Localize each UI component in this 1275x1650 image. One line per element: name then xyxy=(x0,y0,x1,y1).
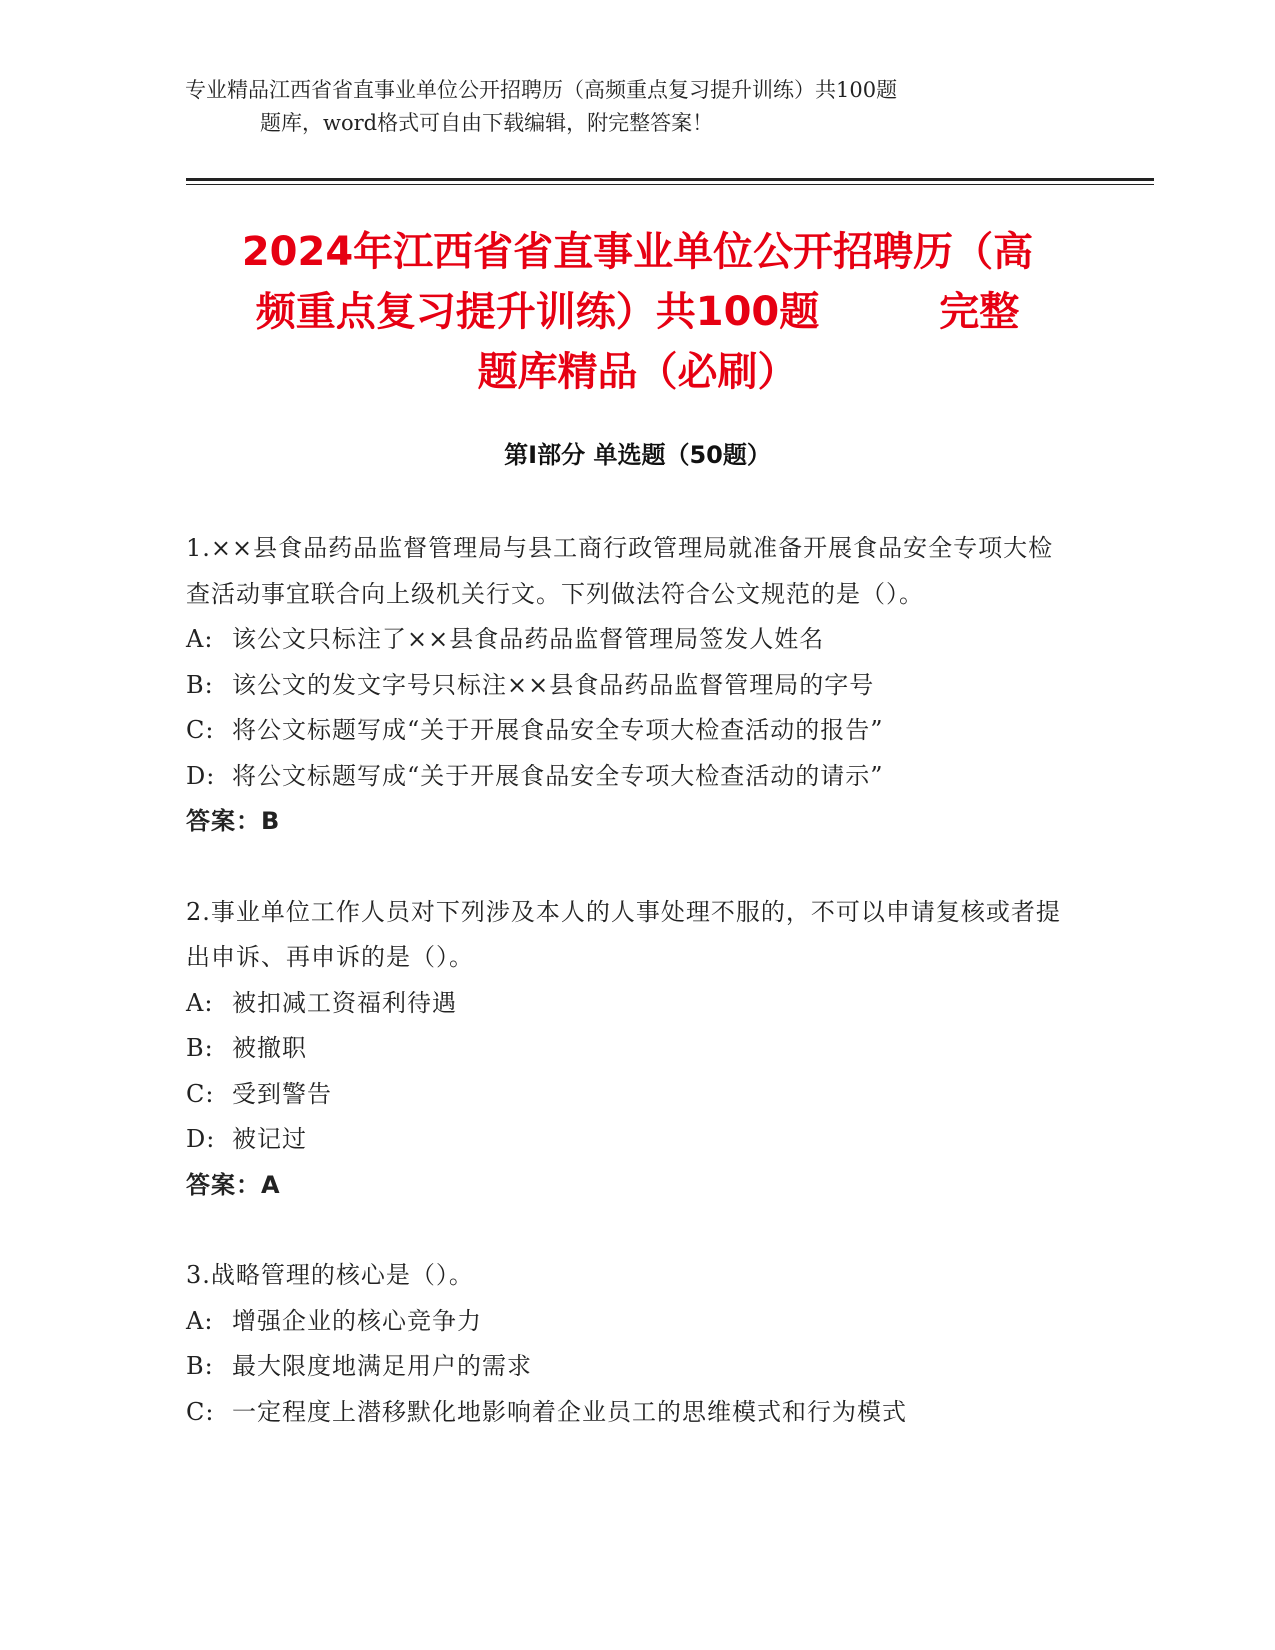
title-line-2: 频重点复习提升训练）共100题 完整 xyxy=(255,289,1020,335)
question-stem: 3.战略管理的核心是（）。 xyxy=(186,1261,474,1289)
option-letter: A: xyxy=(186,625,214,653)
option-letter: A: xyxy=(186,1306,214,1335)
option-letter: B: xyxy=(186,670,214,699)
option-letter: D: xyxy=(186,1125,216,1153)
question-item xyxy=(186,890,1066,1209)
option-text: 该公文的发文字号只标注××县食品药品监督管理局的字号 xyxy=(232,670,875,699)
option-letter: B: xyxy=(186,1352,214,1380)
header-divider-thick xyxy=(186,178,1154,181)
option-text: 最大限度地满足用户的需求 xyxy=(232,1352,532,1380)
option-b xyxy=(186,1026,1066,1072)
document-title xyxy=(185,222,1090,402)
option-text: 一定程度上潜移默化地影响着企业员工的思维模式和行为模式 xyxy=(232,1397,907,1426)
question-list xyxy=(186,526,1066,1480)
header-line-2: 题库，word格式可自由下载编辑，附完整答案！ xyxy=(260,111,714,135)
option-d xyxy=(186,754,1066,800)
option-a xyxy=(186,1299,1066,1345)
option-b xyxy=(186,663,1066,709)
option-letter: C: xyxy=(186,716,215,744)
answer-line xyxy=(186,799,1066,845)
option-text: 该公文只标注了××县食品药品监督管理局签发人姓名 xyxy=(232,625,825,653)
option-text: 将公文标题写成“关于开展食品安全专项大检查活动的报告” xyxy=(232,716,884,744)
option-c xyxy=(186,1390,1066,1436)
option-c xyxy=(186,1072,1066,1118)
option-b xyxy=(186,1344,1066,1390)
option-text: 增强企业的核心竞争力 xyxy=(232,1306,482,1335)
question-item xyxy=(186,526,1066,845)
title-line-3: 题库精品（必刷） xyxy=(477,349,798,395)
option-a xyxy=(186,617,1066,663)
answer-prefix: 答案： xyxy=(186,807,261,835)
question-stem: 2.事业单位工作人员对下列涉及本人的人事处理不服的，不可以申请复核或者提出申诉、再申诉的是（）。 xyxy=(186,897,1061,971)
question-item xyxy=(186,1253,1066,1435)
option-letter: D: xyxy=(186,761,216,790)
option-letter: C: xyxy=(186,1079,215,1108)
option-letter: C: xyxy=(186,1397,215,1426)
header-divider-thin xyxy=(186,184,1154,185)
option-text: 被扣减工资福利待遇 xyxy=(232,988,457,1017)
section-title: 第Ⅰ部分 单选题（50题） xyxy=(504,441,771,469)
header-note xyxy=(185,74,1065,140)
question-stem: 1.××县食品药品监督管理局与县工商行政管理局就准备开展食品安全专项大检查活动事宜联合向上级机关行文。下列做法符合公文规范的是（）。 xyxy=(186,534,1054,608)
option-a xyxy=(186,981,1066,1027)
option-text: 将公文标题写成“关于开展食品安全专项大检查活动的请示” xyxy=(232,761,884,790)
option-d xyxy=(186,1117,1066,1163)
option-text: 受到警告 xyxy=(232,1079,332,1108)
answer-value: B xyxy=(261,807,281,835)
header-line-1: 专业精品江西省省直事业单位公开招聘历（高频重点复习提升训练）共100题 xyxy=(185,78,898,102)
title-line-1: 2024年江西省省直事业单位公开招聘历（高 xyxy=(241,229,1034,275)
answer-line xyxy=(186,1163,1066,1209)
option-c xyxy=(186,708,1066,754)
option-letter: B: xyxy=(186,1034,214,1062)
answer-prefix: 答案： xyxy=(186,1170,261,1199)
option-letter: A: xyxy=(186,988,214,1017)
option-text: 被记过 xyxy=(232,1125,307,1153)
option-text: 被撤职 xyxy=(232,1034,307,1062)
answer-value: A xyxy=(261,1170,281,1199)
